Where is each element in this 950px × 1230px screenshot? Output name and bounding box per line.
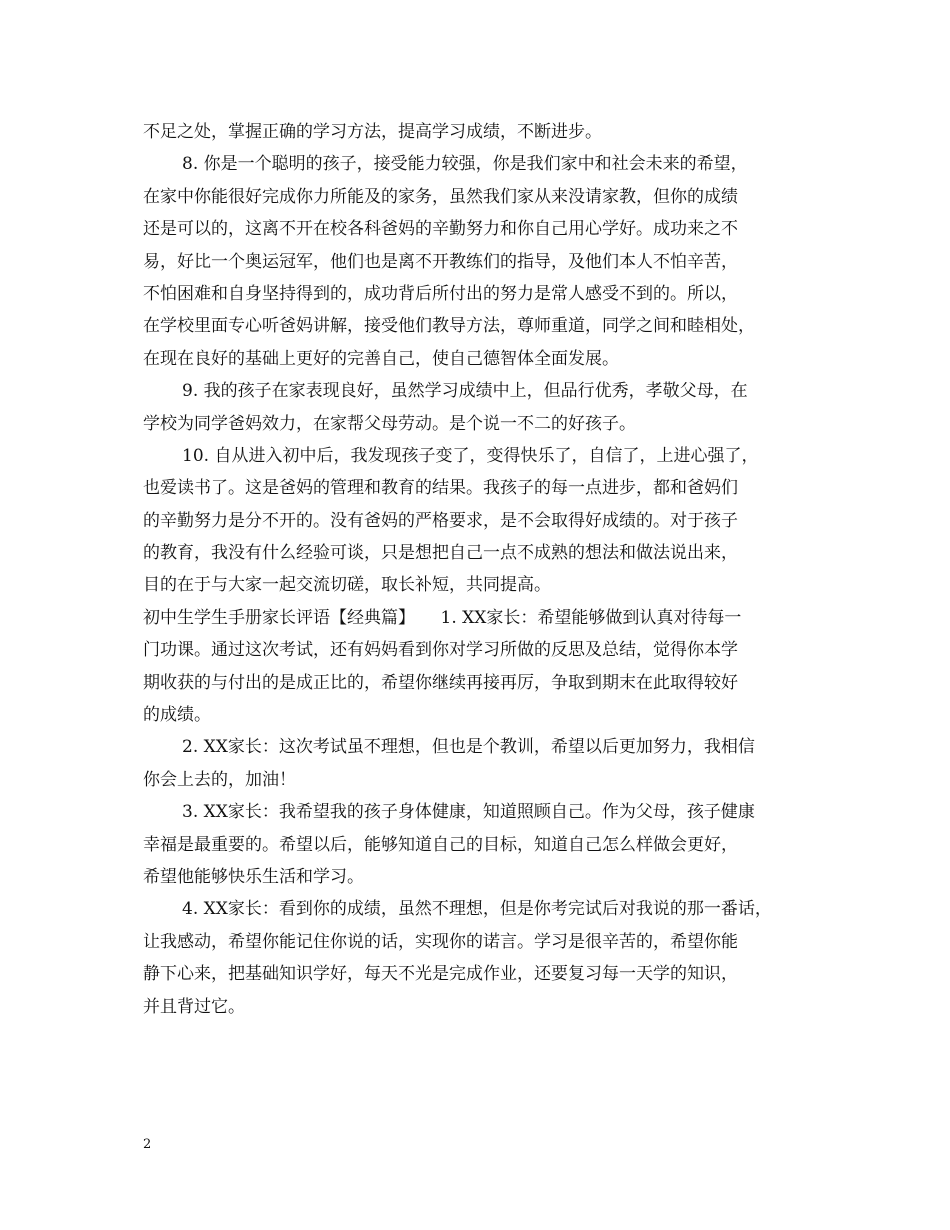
text-line: 在学校里面专心听爸妈讲解，接受他们教导方法，尊师重道，同学之间和睦相处， (143, 316, 755, 337)
text-line: 并且背过它。 (143, 996, 245, 1017)
text-line: 幸福是最重要的。希望以后，能够知道自己的目标，知道自己怎么样做会更好， (143, 834, 738, 855)
text-line: 让我感动，希望你能记住你说的话，实现你的诺言。学习是很辛苦的，希望你能 (143, 931, 738, 952)
text-line: 9. 我的孩子在家表现良好，虽然学习成绩中上，但品行优秀，孝敬父母，在 (182, 381, 748, 402)
text-line: 3. XX家长：我希望我的孩子身体健康，知道照顾自己。作为父母，孩子健康 (182, 802, 755, 823)
text-line: 的教育，我没有什么经验可谈，只是想把自己一点不成熟的想法和做法说出来， (143, 543, 738, 564)
text-line: 在现在良好的基础上更好的完善自己，使自己德智体全面发展。 (143, 348, 619, 369)
text-line: 的成绩。 (143, 705, 211, 726)
text-line: 期收获的与付出的是成正比的，希望你继续再接再厉，争取到期末在此取得较好 (143, 672, 738, 693)
text-line: 门功课。通过这次考试，还有妈妈看到你对学习所做的反思及总结，觉得你本学 (143, 640, 738, 661)
text-line: 目的在于与大家一起交流切磋，取长补短，共同提高。 (143, 575, 551, 596)
text-line: 还是可以的，这离不开在校各科爸妈的辛勤努力和你自己用心学好。成功来之不 (143, 219, 738, 240)
text-line: 在家中你能很好完成你力所能及的家务，虽然我们家从来没请家教，但你的成绩 (143, 186, 738, 207)
text-line: 4. XX家长：看到你的成绩，虽然不理想，但是你考完试后对我说的那一番话， (182, 899, 772, 920)
page-number: 2 (143, 1137, 152, 1152)
text-line: 希望他能够快乐生活和学习。 (143, 866, 364, 887)
text-line: 10. 自从进入初中后，我发现孩子变了，变得快乐了，自信了，上进心强了， (182, 445, 759, 466)
text-line: 初中生学生手册家长评语【经典篇】 1. XX家长：希望能够做到认真对待每一 (143, 607, 742, 628)
text-line: 8. 你是一个聪明的孩子，接受能力较强，你是我们家中和社会未来的希望， (182, 154, 748, 175)
text-line: 易，好比一个奥运冠军，他们也是离不开教练们的指导，及他们本人不怕辛苦， (143, 251, 738, 272)
text-line: 不足之处，掌握正确的学习方法，提高学习成绩，不断进步。 (143, 122, 602, 142)
text-line: 学校为同学爸妈效力，在家帮父母劳动。是个说一不二的好孩子。 (143, 413, 636, 434)
body-text (143, 116, 833, 1023)
text-line: 也爱读书了。这是爸妈的管理和教育的结果。我孩子的每一点进步，都和爸妈们 (143, 478, 738, 499)
text-line: 的辛勤努力是分不开的。没有爸妈的严格要求，是不会取得好成绩的。对于孩子 (143, 510, 738, 531)
text-line: 2. XX家长：这次考试虽不理想，但也是个教训，希望以后更加努力，我相信 (182, 737, 755, 758)
text-line: 你会上去的，加油！ (143, 769, 296, 790)
text-line: 静下心来，把基础知识学好，每天不光是完成作业，还要复习每一天学的知识， (143, 964, 738, 985)
text-line: 不怕困难和自身坚持得到的，成功背后所付出的努力是常人感受不到的。所以， (143, 283, 738, 304)
